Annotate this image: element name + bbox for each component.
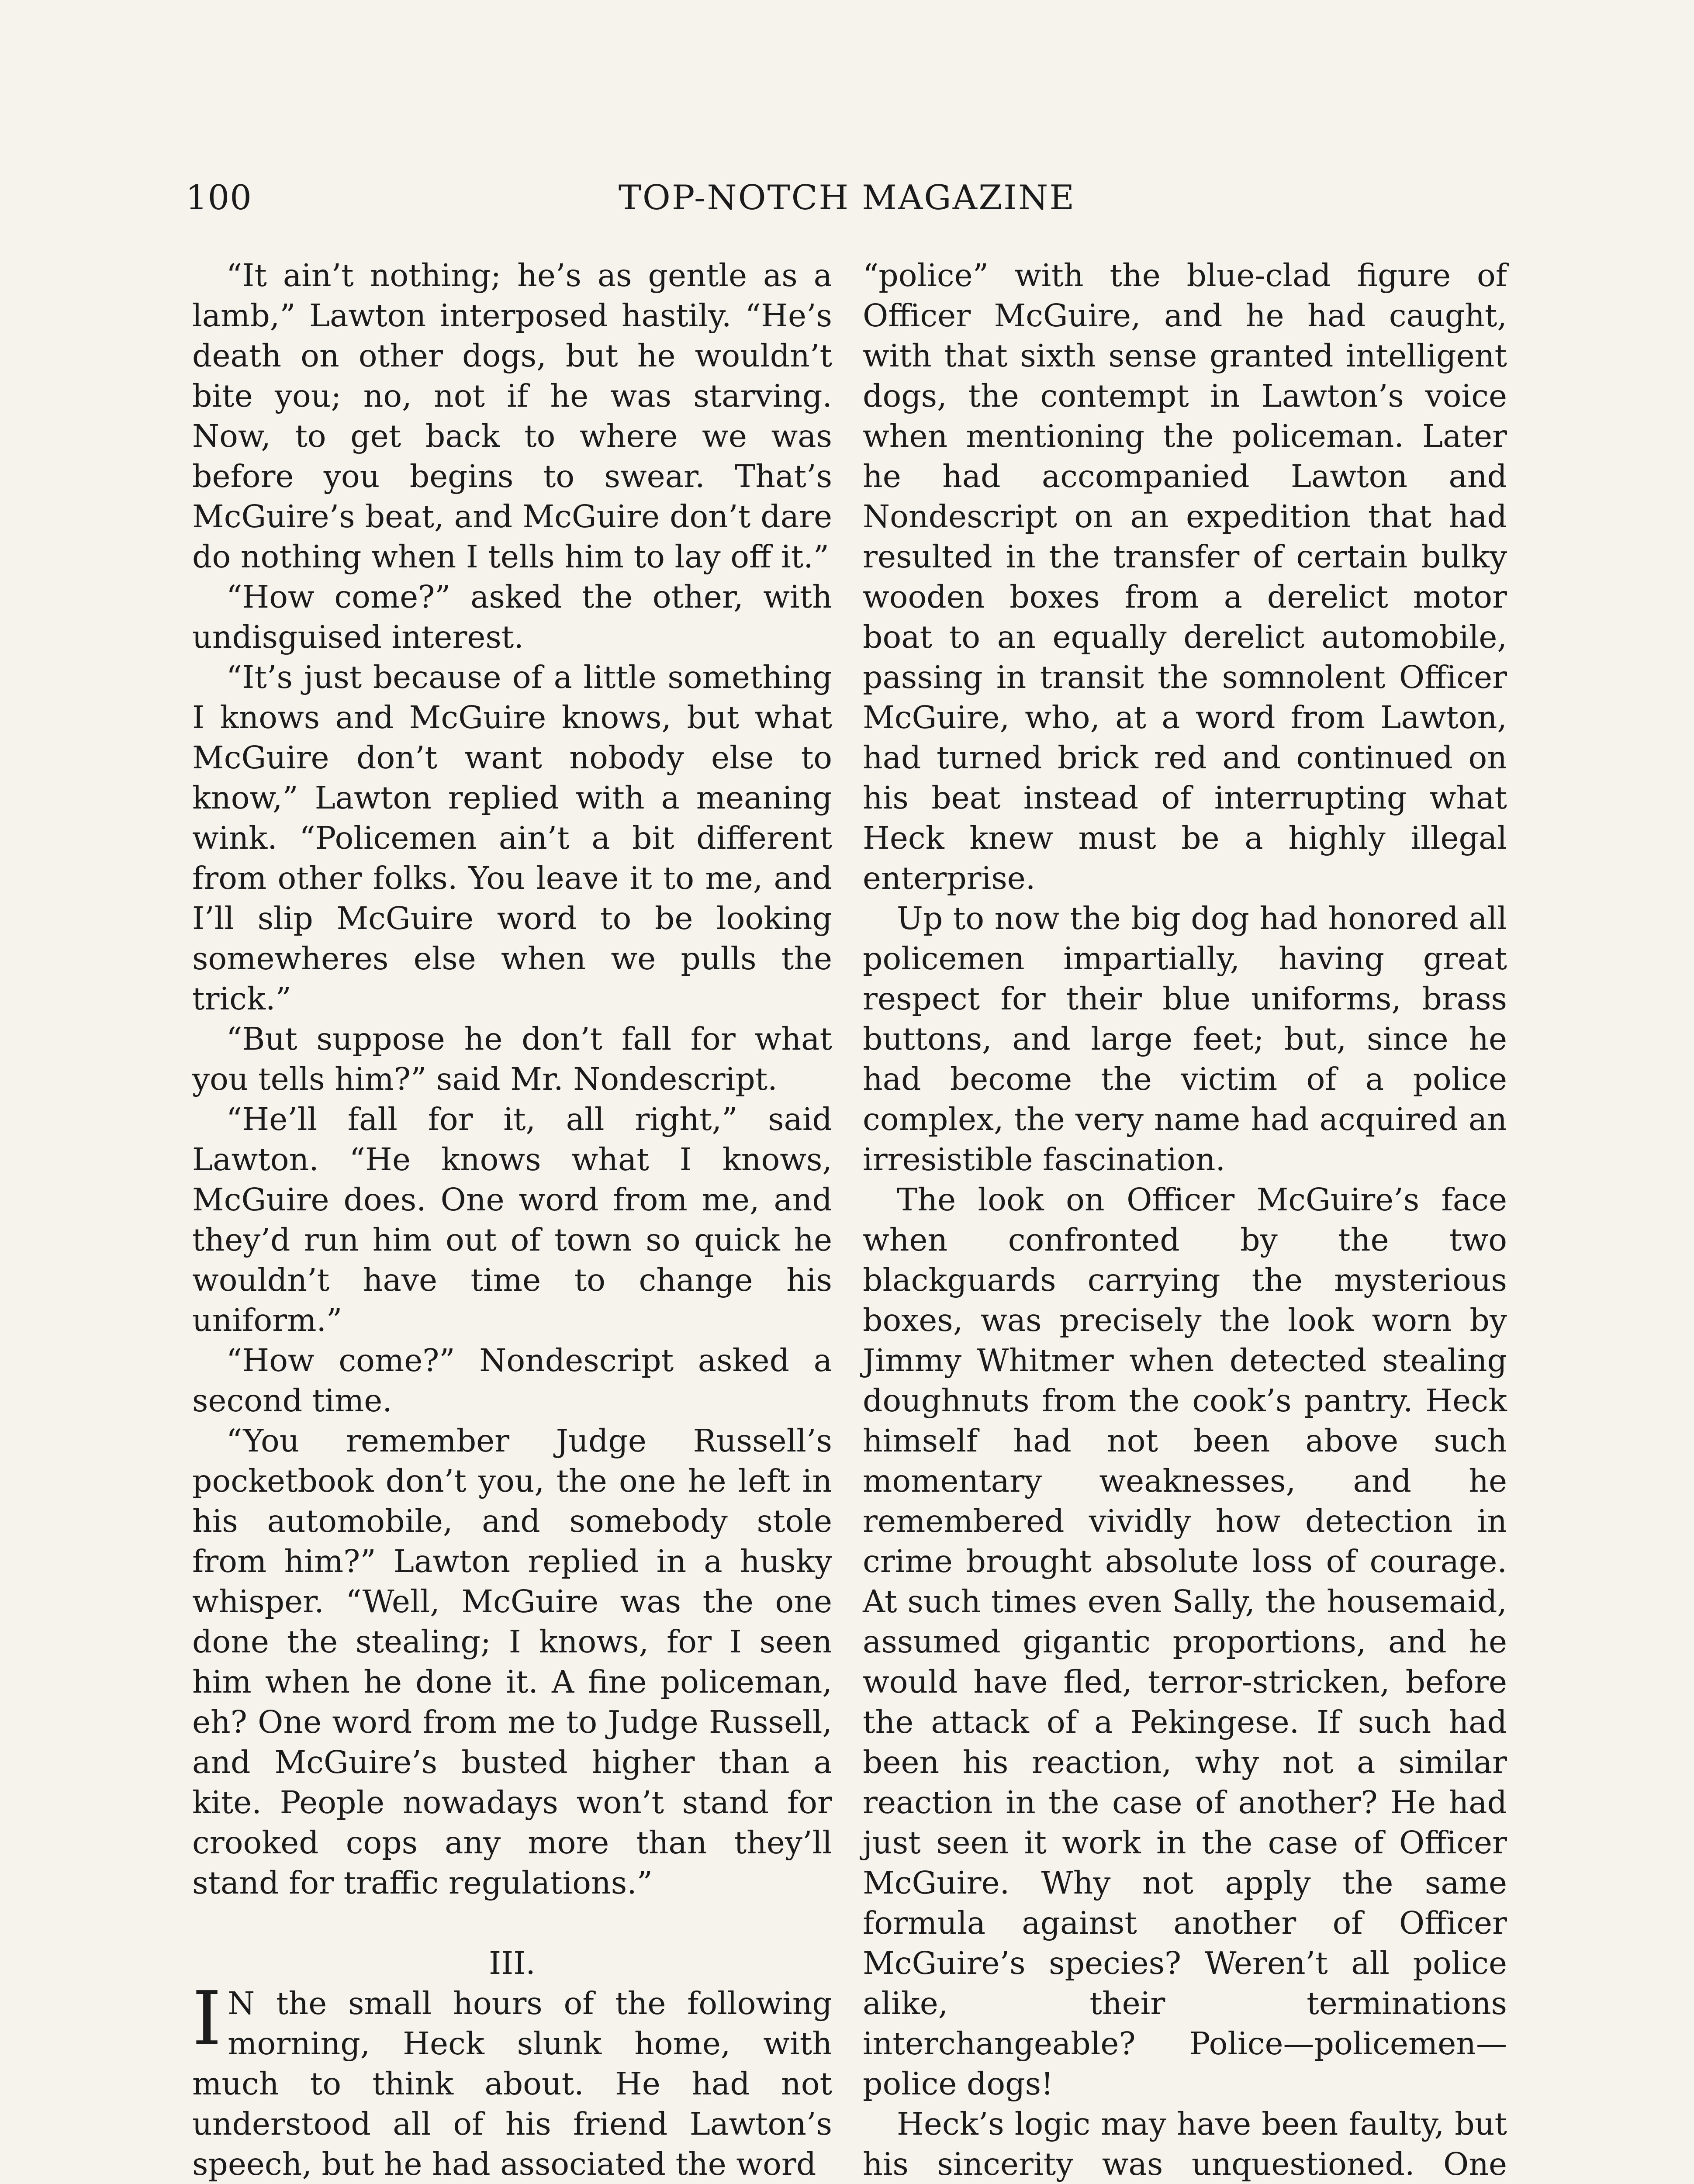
paragraph: “But suppose he don’t fall for what you tells him?” said Mr. Nondescript.	[192, 1021, 832, 1097]
paragraph: Heck’s logic may have been faulty, but his sincerity was unquestioned. One	[863, 2106, 1507, 2182]
section-opening-paragraph	[192, 1976, 832, 2184]
paragraph: The look on Officer McGuire’s face when confronted by the two blackguards carrying the mysterious boxes, was precisely the look worn by Jimmy Whitmer when detected stealing doughnuts from the cook’s pantry. Heck himself had not been above such momentary weaknesses, and he remembered vividly how detection in crime brought absolute loss of courage. At such times even Sally, the housemaid, assumed gigantic proportions, and he would have fled, terror-stricken, before the attack of a Pekingese. If such had been his reaction, why not a similar reaction in the case of another? He had just seen it work in the case of Officer McGuire. Why not apply the same formula against another of Officer McGuire’s species? Weren’t all police alike, their terminations interchangeable? Police—policemen—police dogs!	[863, 1182, 1507, 2102]
paragraph: “It’s just because of a little something I knows and McGuire knows, but what McGuire don’t want nobody else to know,” Lawton replied with a meaning wink. “Policemen ain’t a bit different from other folks. You leave it to me, and I’ll slip McGuire word to be looking somewheres else when we pulls the trick.”	[192, 659, 832, 1017]
paragraph: Up to now the big dog had honored all policemen impartially, having great respect for their blue uniforms, brass buttons, and large feet; but, since he had become the victim of a police complex, the very name had acquired an irresistible fascination.	[863, 900, 1507, 1178]
section-heading: III.	[489, 1945, 536, 1981]
paragraph: “How come?” asked the other, with undisguised interest.	[192, 579, 832, 655]
section-opening-text: N the small hours of the following morning, Heck slunk home, with much to think about. He had not understood all of his friend Lawton’s speech, but he had associated the word	[192, 1985, 832, 2182]
drop-cap: I	[192, 1976, 222, 2062]
running-head-title: TOP-NOTCH MAGAZINE	[618, 178, 1076, 218]
page-number: 100	[186, 178, 252, 218]
paragraph: “How come?” Nondescript asked a second time.	[192, 1342, 832, 1419]
paragraph: “He’ll fall for it, all right,” said Lawton. “He knows what I knows, McGuire does. One word from me, and they’d run him out of town so quick he wouldn’t have time to change his uniform.”	[192, 1101, 832, 1338]
paragraph: “You remember Judge Russell’s pocketbook don’t you, the one he left in his automobile, and somebody stole from him?” Lawton replied in a husky whisper. “Well, McGuire was the one done the stealing; I knows, for I seen him when he done it. A fine policeman, eh? One word from me to Judge Russell, and McGuire’s busted higher than a kite. People nowadays won’t stand for crooked cops any more than they’ll stand for traffic regulations.”	[192, 1423, 832, 1901]
paragraph: “police” with the blue-clad figure of Officer McGuire, and he had caught, with that sixth sense granted intelligent dogs, the contempt in Lawton’s voice when mentioning the policeman. Later he had accompanied Lawton and Nondescript on an expedition that had resulted in the transfer of certain bulky wooden boxes from a derelict motor boat to an equally derelict automobile, passing in transit the somnolent Officer McGuire, who, at a word from Lawton, had turned brick red and continued on his beat instead of interrupting what Heck knew must be a highly illegal enterprise.	[863, 257, 1507, 896]
right-column	[863, 256, 1507, 2184]
paragraph: “It ain’t nothing; he’s as gentle as a lamb,” Lawton interposed hastily. “He’s death on other dogs, but he wouldn’t bite you; no, not if he was starving. Now, to get back to where we was before you begins to swear. That’s McGuire’s beat, and McGuire don’t dare do nothing when I tells him to lay off it.”	[192, 257, 832, 575]
left-column	[192, 256, 832, 2184]
